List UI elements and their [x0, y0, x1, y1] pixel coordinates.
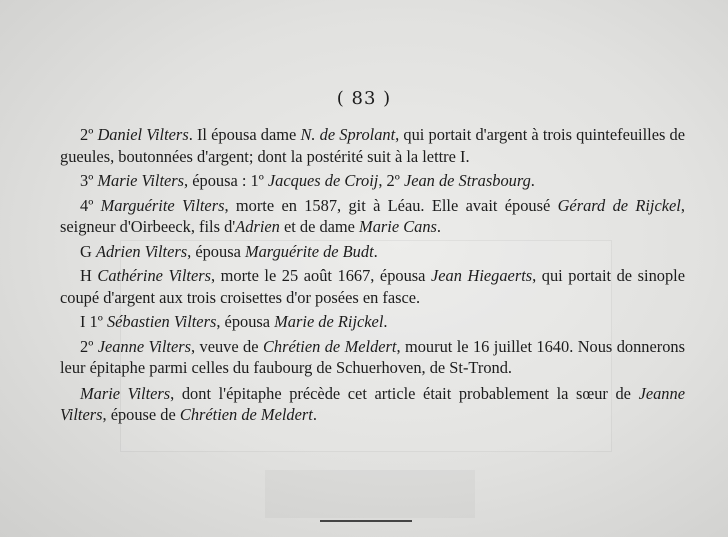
page-number: ( 83 ): [336, 88, 392, 109]
paragraph-marguerite-vilters: 4º Marguérite Vilters, morte en 1587, git à Léau. Elle avait épousé Gérard de Rijckel, seigneur d'Oirbeeck, fils d'Adrien et de dame Marie Cans.: [60, 195, 685, 236]
paragraph-daniel-vilters: 2º Daniel Vilters. Il épousa dame N. de Sprolant, qui portait d'argent à trois quintefeuilles de gueules, boutonnées d'argent; dont la postérité suit à la lettre I.: [60, 125, 685, 166]
paragraph-marie-vilters: 3º Marie Vilters, épousa : 1º Jacques de Croij, 2º Jean de Strasbourg.: [80, 171, 535, 190]
closing-rule: [320, 520, 412, 522]
paragraph-jeanne-vilters: 2º Jeanne Vilters, veuve de Chrétien de Meldert, mourut le 16 juillet 1640. Nous donnerons leur épitaphe parmi celles du faubourg de Schuerhoven, de St-Trond.: [60, 336, 685, 377]
paragraph-adrien-vilters: G Adrien Vilters, épousa Marguérite de Budt.: [80, 241, 378, 261]
paragraph-sebastien-vilters: I 1º Sébastien Vilters, épousa Marie de Rijckel.: [80, 312, 388, 331]
paragraph-marie-vilters-epitaph: Marie Vilters, dont l'épitaphe précède cet article était probablement la sœur de Jeanne Vilters, épouse de Chrétien de Meldert.: [60, 383, 685, 424]
bleed-through-footer-shadow: [265, 470, 475, 518]
page-body: [60, 124, 685, 426]
paragraph-catherine-vilters: H Cathérine Vilters, morte le 25 août 1667, épousa Jean Hiegaerts, qui portait de sinople coupé d'argent aux trois croisettes d'or posées en fasce.: [60, 266, 685, 307]
